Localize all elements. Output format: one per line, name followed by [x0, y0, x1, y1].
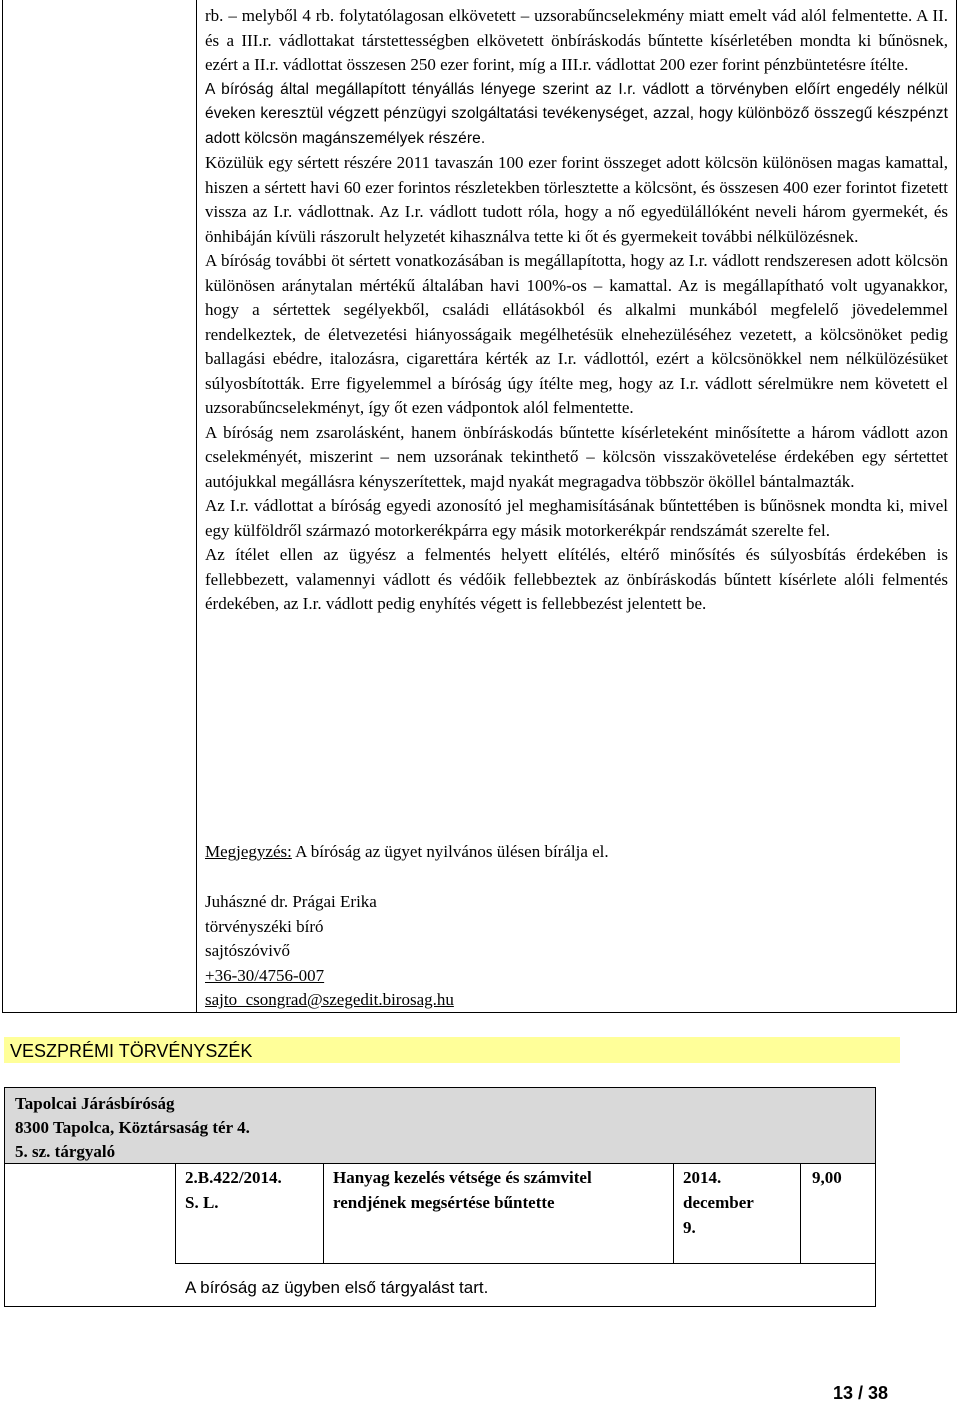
date-year: 2014. [683, 1168, 722, 1187]
hearing-date [683, 1165, 793, 1240]
signature-role: sajtószóvivő [205, 941, 290, 960]
paragraph: Az I.r. vádlottat a bíróság egyedi azonosító jel meghamisításának bűntettében is bűnösnek mondta ki, mivel egy külföldről származó motorkerékpárra egy másik motorkerékpár rendszámát szerelte fel. [205, 496, 948, 540]
paragraph: Az ítélet ellen az ügyész a felmentés helyett elítélés, eltérő minősítés és súlyosbítás érdekében is fellebbezett, valamennyi vádlott és védőik fellebbeztek az önbíráskodás bűntett kísérlete alóli felmentés érdekében, az I.r. vádlott pedig enyhítés végett is fellebbezést jelentett be. [205, 545, 948, 613]
date-month: december [683, 1193, 754, 1212]
note-text: A bíróság az ügyet nyilvános ülésen bírálja el. [291, 842, 609, 861]
paragraph: Közülük egy sértett részére 2011 tavaszán 100 ezer forint összeget adott kölcsön különösen magas kamattal, hiszen a sértett havi 60 ezer forintos részletekben törlesztette a kölcsönt, és összesen 400 ezer forintot fizetett vissza az I.r. vádlottnak. Az I.r. vádlott tudott róla, hogy a nő egyedülállóként neveli három gyermekét, és önhibáján kívüli rászorult helyzetét kihasználva tette ki őt és gyermekeit további nélkülözésnek. [205, 153, 948, 246]
email-link[interactable]: sajto_csongrad@szegedit.birosag.hu [205, 990, 454, 1009]
date-day: 9. [683, 1218, 696, 1237]
paragraph: A bíróság által megállapított tényállás lényege szerint az I.r. vádlott a törvényben előírt engedély nélkül éveken keresztül végzett pénzügyi szolgáltatási tevékenységet, azzal, hogy különböző összegű készpénzt adott kölcsön magánszemélyek részére. [205, 80, 948, 147]
column-divider [196, 0, 197, 1012]
court-address: 8300 Tapolca, Köztársaság tér 4. [15, 1118, 250, 1137]
signature-name: Juhászné dr. Prágai Erika [205, 892, 377, 911]
hearing-time: 9,00 [812, 1168, 842, 1187]
signature-title: törvényszéki bíró [205, 916, 324, 936]
article-body [205, 4, 948, 617]
note [205, 842, 609, 862]
entry-footer-divider [175, 1263, 875, 1264]
cell-divider [673, 1163, 674, 1263]
phone-link[interactable]: +36-30/4756-007 [205, 965, 325, 985]
paragraph: rb. – melyből 4 rb. folytatólagosan elkövetett – uzsorabűncselekmény miatt emelt vád alól felmentette. A II. és a III.r. vádlottakat társtettességben elkövetett önbíráskodás bűntette kísérletében mondta ki bűnösnek, ezért a II.r. vádlottat összesen 250 ezer forint, míg a III.r. vádlottat 200 ezer forint pénzbüntetésre ítélte. [205, 6, 948, 74]
cell-divider [175, 1163, 176, 1263]
hearing-entry [4, 1087, 876, 1307]
court-room: 5. sz. tárgyaló [15, 1142, 116, 1161]
court-banner: VESZPRÉMI TÖRVÉNYSZÉK [4, 1037, 900, 1063]
court-info [15, 1092, 250, 1164]
court-name: Tapolcai Járásbíróság [15, 1094, 175, 1113]
paragraph: A bíróság további öt sértett vonatkozásában is megállapította, hogy az I.r. vádlott rendszeresen adott kölcsön különösen aránytalan mértékű általában havi 100%-os – kamattal. Az is megállapítható volt ugyanakkor, hogy a sértettek segélyekből, családi ellátásokból és alkalmi munkából megfelelő jövedelemmel rendelkeztek, de életvezetési hiányosságaik megélhetésük elnehezüléséhez vezetett, a kölcsönöket pedig ballagási ebédre, italozásra, cigarettára kérték az I.r. vádlottól, ezért a kölcsönökkel nem nélkülözésüket súlyosbították. Erre figyelemmel a bíróság úgy ítélte meg, hogy az I.r. vádlott sérelmükre nem követett el uzsorabűncselekményt, így őt ezen vádpontok alól felmentette. [205, 251, 948, 417]
charge: Hanyag kezelés vétsége és számvitel rendjének megsértése bűntette [333, 1168, 592, 1212]
cell-divider [800, 1163, 801, 1263]
case-number [185, 1165, 282, 1215]
note-label: Megjegyzés: [205, 842, 292, 861]
case-initials: S. L. [185, 1193, 219, 1212]
entry-footer: A bíróság az ügyben első tárgyalást tart. [185, 1278, 489, 1297]
cell-divider [323, 1163, 324, 1263]
case-number-value: 2.B.422/2014. [185, 1168, 282, 1187]
paragraph: A bíróság nem zsarolásként, hanem önbíráskodás bűntette kísérleteként minősítette a három vádlott azon cselekményét, miszerint – nem uzsorának tekinthető – kölcsön visszakövetelése érdekében egy sértettet autójukkal megállásra kényszerítettek, majd nyakát megragadva többször ököllel bántalmazták. [205, 422, 948, 491]
signature-block [205, 890, 454, 1013]
page-number: 13 / 38 [833, 1383, 889, 1403]
